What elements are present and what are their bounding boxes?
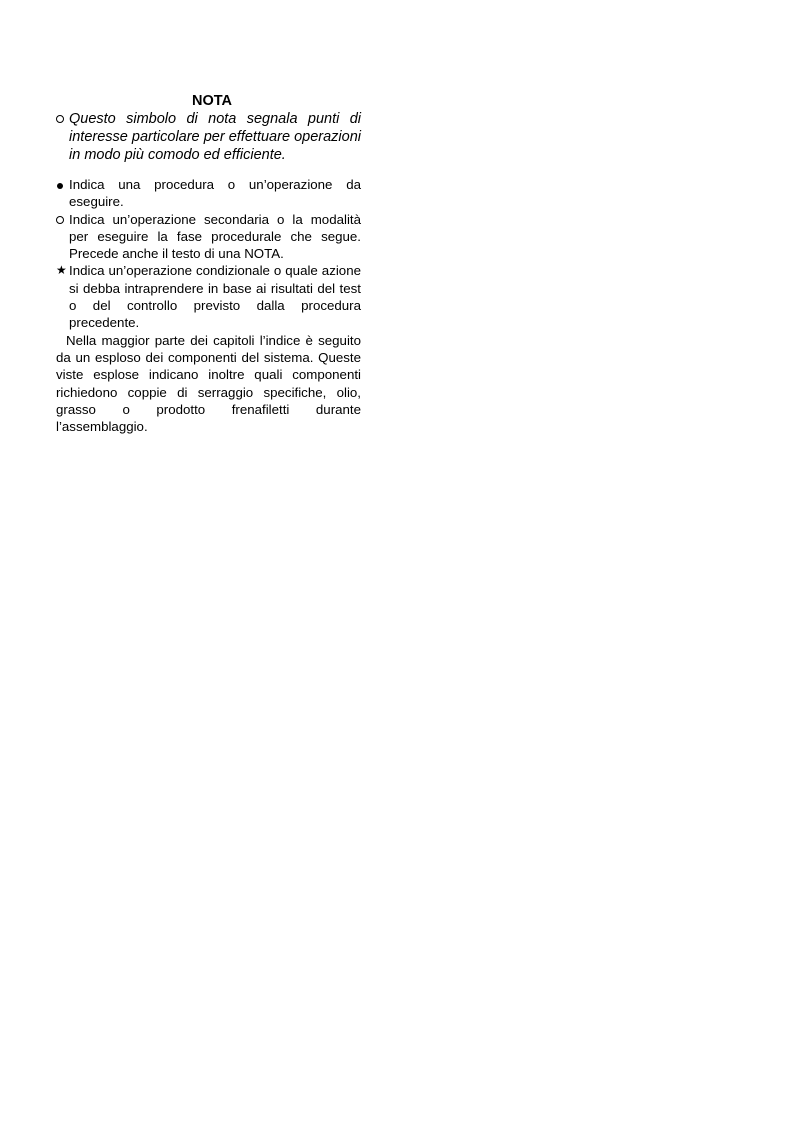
open-circle-icon xyxy=(56,211,68,228)
bullet-dot-icon xyxy=(56,176,68,193)
star-icon: ★ xyxy=(56,263,67,278)
symbol-text: Indica una procedura o un’operazione da eseguire. xyxy=(69,177,361,210)
text-column xyxy=(56,93,361,435)
nota-text: Questo simbolo di nota segnala punti di interesse particolare per effettuare operazioni in modo più comodo ed efficiente. xyxy=(69,111,361,163)
symbol-item-procedure xyxy=(56,176,361,211)
nota-title: NOTA xyxy=(191,93,232,109)
open-circle-icon xyxy=(56,110,68,128)
body-paragraph: Nella maggior parte dei capitoli l’indice è seguito da un esploso dei componenti del sistema. Queste viste esplose indicano inoltre quali componenti richiedono coppie di serraggio specifiche, olio, grasso o prodotto frenafiletti durante l’assemblaggio. xyxy=(56,332,361,435)
nota-note xyxy=(56,110,361,164)
symbol-item-secondary xyxy=(56,211,361,263)
symbol-item-conditional xyxy=(56,262,361,331)
symbol-text: Indica un’operazione secondaria o la modalità per eseguire la fase procedurale che segue. Precede anche il testo di una NOTA. xyxy=(69,211,361,262)
symbol-text: Indica un’operazione condizionale o quale azione si debba intraprendere in base ai risultati del test o del controllo previsto dalla procedura precedente. xyxy=(69,263,361,331)
